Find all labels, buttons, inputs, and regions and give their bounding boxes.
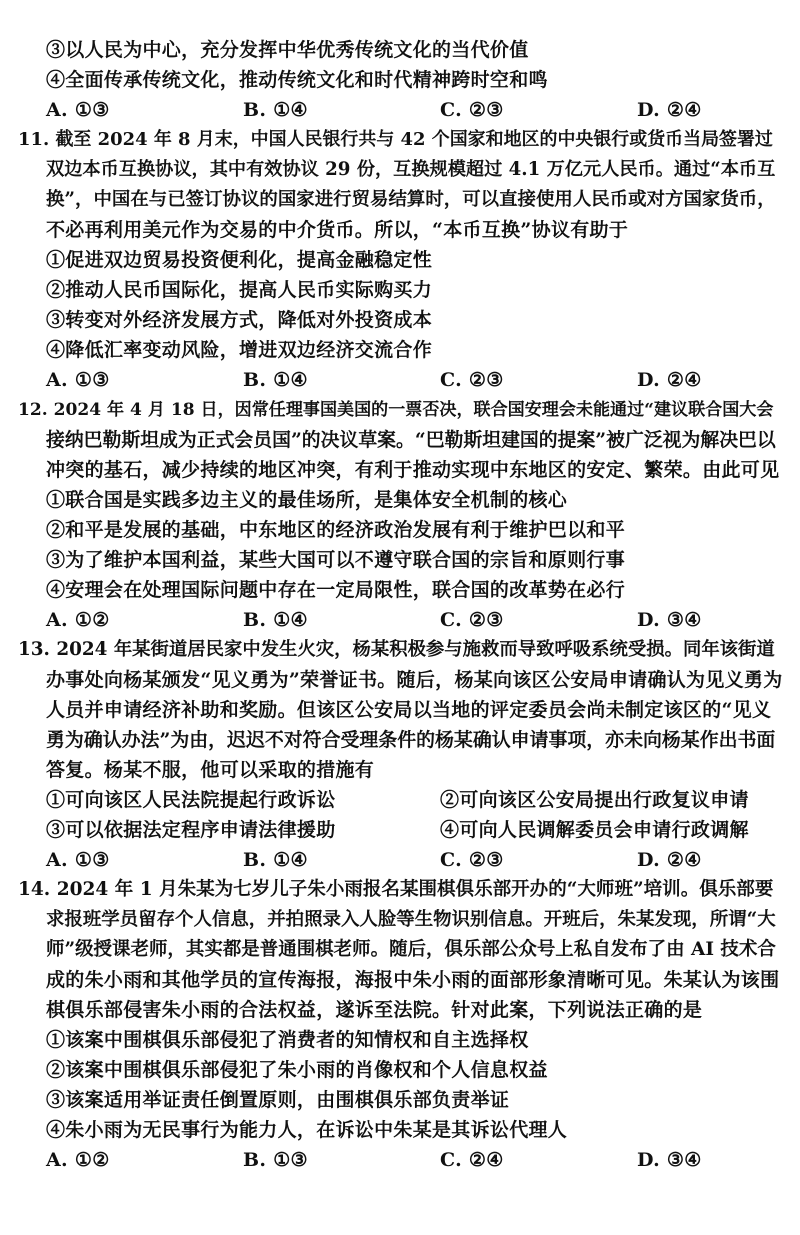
q13-item-3: ③可以依据法定程序申请法律援助 bbox=[46, 819, 336, 841]
q12-option-b: B. ①④ bbox=[243, 609, 308, 631]
q11-option-a: A. ①③ bbox=[46, 369, 110, 391]
q14-stem-line-4: 成的朱小雨和其他学员的宣传海报，海报中朱小雨的面部形象清晰可见。朱某认为该围 bbox=[46, 969, 780, 991]
q14-option-b: B. ①③ bbox=[243, 1149, 308, 1171]
q10-option-b: B. ①④ bbox=[243, 99, 308, 121]
q11-item-4: ④降低汇率变动风险，增进双边经济交流合作 bbox=[46, 339, 433, 361]
q10-item-3: ③以人民为中心，充分发挥中华优秀传统文化的当代价值 bbox=[46, 39, 529, 61]
q10-option-a: A. ①③ bbox=[46, 99, 110, 121]
q13-item-2: ②可向该区公安局提出行政复议申请 bbox=[440, 789, 749, 811]
q12-stem-line-1: 12. 2024 年 4 月 18 日，因常任理事国美国的一票否决，联合国安理会未能通过“建议联合国大会 bbox=[18, 400, 774, 420]
q13-stem-line-5: 答复。杨某不服，他可以采取的措施有 bbox=[46, 759, 375, 781]
q12-stem-line-3: 冲突的基石，减少持续的地区冲突，有利于推动实现中东地区的安定、繁荣。由此可见 bbox=[46, 459, 780, 481]
q13-option-b: B. ①④ bbox=[243, 849, 308, 871]
q12-item-4: ④安理会在处理国际问题中存在一定局限性，联合国的改革势在必行 bbox=[46, 579, 626, 601]
q14-item-4: ④朱小雨为无民事行为能力人，在诉讼中朱某是其诉讼代理人 bbox=[46, 1119, 568, 1141]
q14-option-a: A. ①② bbox=[46, 1149, 110, 1171]
q13-item-4: ④可向人民调解委员会申请行政调解 bbox=[440, 819, 749, 841]
q12-item-3: ③为了维护本国利益，某些大国可以不遵守联合国的宗旨和原则行事 bbox=[46, 549, 626, 571]
q11-stem-line-3: 换”，中国在与已签订协议的国家进行贸易结算时，可以直接使用人民币或对方国家货币， bbox=[46, 189, 776, 210]
q13-option-a: A. ①③ bbox=[46, 849, 110, 871]
q12-option-a: A. ①② bbox=[46, 609, 110, 631]
q14-item-1: ①该案中围棋俱乐部侵犯了消费者的知情权和自主选择权 bbox=[46, 1029, 529, 1051]
q14-item-2: ②该案中围棋俱乐部侵犯了朱小雨的肖像权和个人信息权益 bbox=[46, 1059, 548, 1081]
q14-option-d: D. ③④ bbox=[637, 1149, 702, 1171]
q12-stem-line-2: 接纳巴勒斯坦成为正式会员国”的决议草案。“巴勒斯坦建国的提案”被广泛视为解决巴以 bbox=[46, 429, 776, 451]
q11-stem-line-1: 11. 截至 2024 年 8 月末，中国人民银行共与 42 个国家和地区的中央银行或货币当局签署过 bbox=[18, 129, 773, 150]
q10-item-4: ④全面传承传统文化，推动传统文化和时代精神跨时空和鸣 bbox=[46, 69, 548, 91]
q13-stem-line-4: 勇为确认办法”为由，迟迟不对符合受理条件的杨某确认申请事项，亦未向杨某作出书面 bbox=[46, 729, 776, 751]
q13-stem-line-1: 13. 2024 年某街道居民家中发生火灾，杨某积极参与施救而导致呼吸系统受损。同年该街道 bbox=[18, 639, 775, 660]
q14-item-3: ③该案适用举证责任倒置原则，由围棋俱乐部负责举证 bbox=[46, 1089, 510, 1111]
q14-stem-line-2: 求报班学员留存个人信息，并拍照录入人脸等生物识别信息。开班后，朱某发现，所谓“大 bbox=[46, 909, 776, 930]
q11-option-b: B. ①④ bbox=[243, 369, 308, 391]
q11-item-2: ②推动人民币国际化，提高人民币实际购买力 bbox=[46, 279, 433, 301]
q14-stem-line-1: 14. 2024 年 1 月朱某为七岁儿子朱小雨报名某围棋俱乐部开办的“大师班”培训。俱乐部要 bbox=[18, 879, 774, 900]
q13-stem-line-2: 办事处向杨某颁发“见义勇为”荣誉证书。随后，杨某向该区公安局申请确认为见义勇为 bbox=[46, 669, 783, 691]
q12-option-c: C. ②③ bbox=[440, 609, 504, 631]
q14-option-c: C. ②④ bbox=[440, 1149, 504, 1171]
q14-stem-line-3: 师”级授课老师，其实都是普通围棋老师。随后，俱乐部公众号上私自发布了由 AI 技术合 bbox=[46, 939, 776, 960]
q11-stem-line-4: 不必再利用美元作为交易的中介货币。所以，“本币互换”协议有助于 bbox=[46, 219, 629, 241]
q11-item-1: ①促进双边贸易投资便利化，提高金融稳定性 bbox=[46, 249, 433, 271]
q12-item-2: ②和平是发展的基础，中东地区的经济政治发展有利于维护巴以和平 bbox=[46, 519, 626, 541]
q13-option-c: C. ②③ bbox=[440, 849, 504, 871]
q11-option-c: C. ②③ bbox=[440, 369, 504, 391]
q14-stem-line-5: 棋俱乐部侵害朱小雨的合法权益，遂诉至法院。针对此案，下列说法正确的是 bbox=[46, 999, 703, 1021]
q10-option-c: C. ②③ bbox=[440, 99, 504, 121]
q11-option-d: D. ②④ bbox=[637, 369, 702, 391]
q13-item-1: ①可向该区人民法院提起行政诉讼 bbox=[46, 789, 336, 811]
q11-stem-line-2: 双边本币互换协议，其中有效协议 29 份，互换规模超过 4.1 万亿元人民币。通过“本币互 bbox=[46, 159, 776, 180]
q13-stem-line-3: 人员并申请经济补助和奖励。但该区公安局以当地的评定委员会尚未制定该区的“见义 bbox=[46, 699, 772, 721]
q12-option-d: D. ③④ bbox=[637, 609, 702, 631]
q13-option-d: D. ②④ bbox=[637, 849, 702, 871]
q10-option-d: D. ②④ bbox=[637, 99, 702, 121]
q12-item-1: ①联合国是实践多边主义的最佳场所，是集体安全机制的核心 bbox=[46, 489, 568, 511]
q11-item-3: ③转变对外经济发展方式，降低对外投资成本 bbox=[46, 309, 433, 331]
